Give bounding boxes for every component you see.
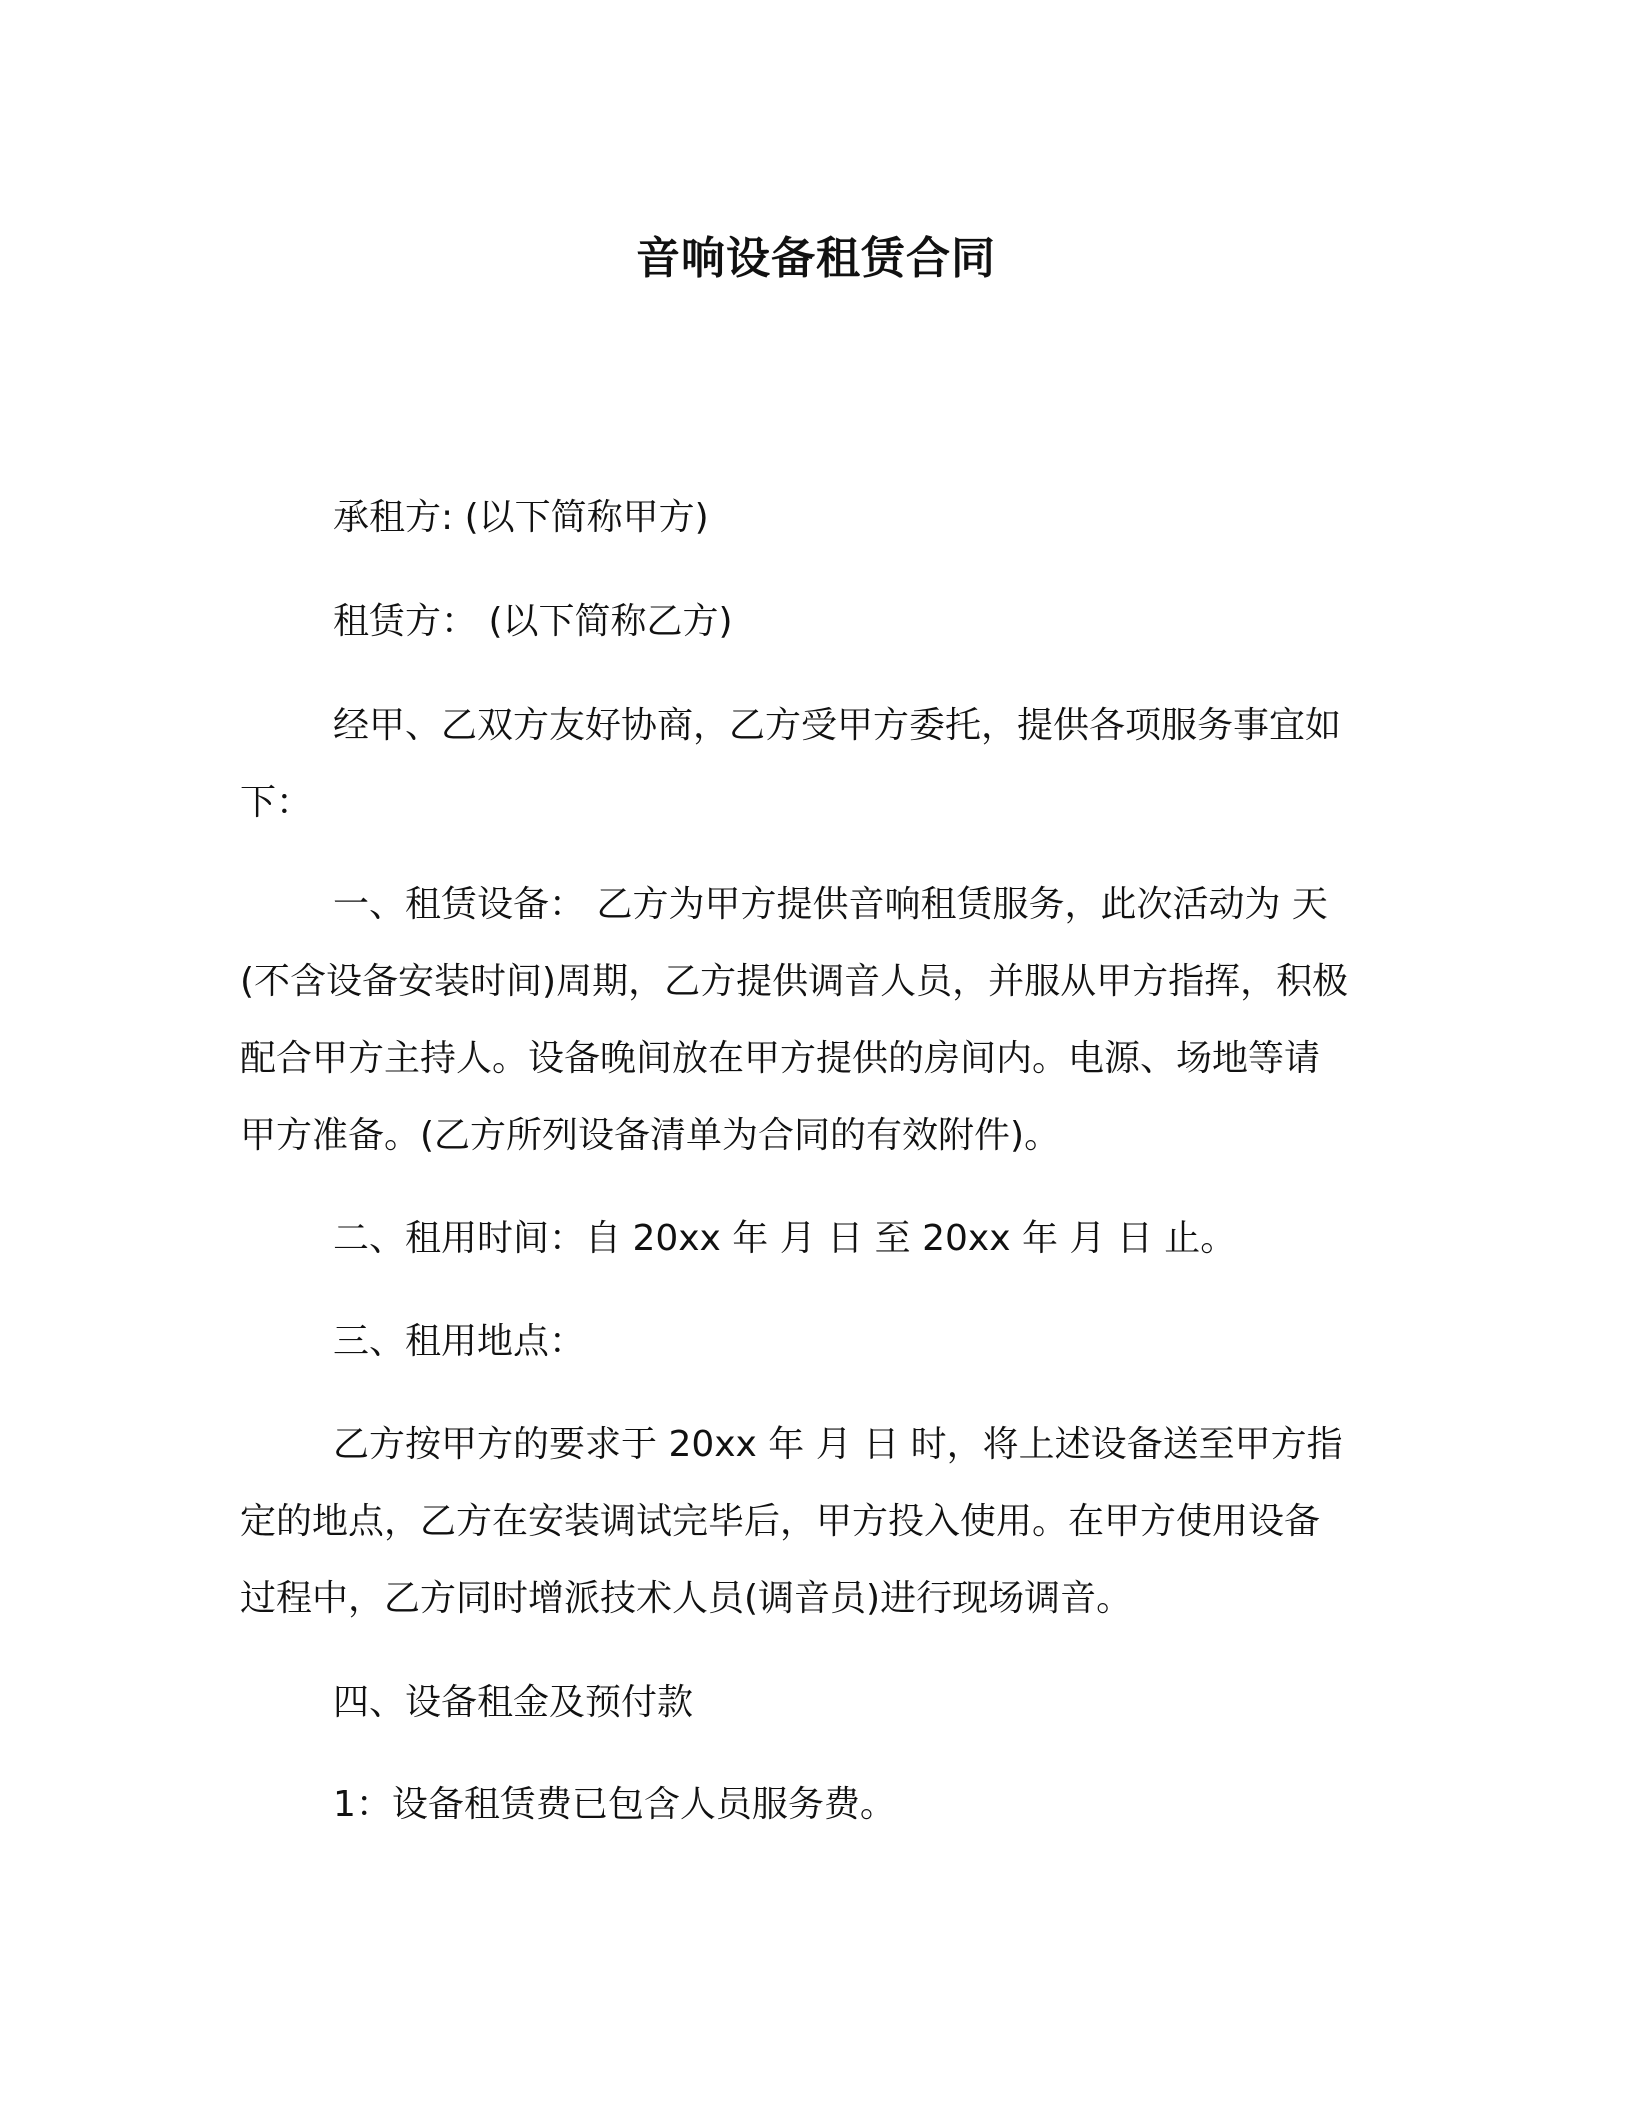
section4-item-1: 1：设备租赁费已包含人员服务费。: [333, 1784, 896, 1825]
intro-line-2: 下：: [240, 782, 313, 823]
section1-line-2: (不含设备安装时间)周期，乙方提供调音人员，并服从甲方指挥，积极: [240, 961, 1349, 1002]
document-title: 音响设备租赁合同: [636, 233, 996, 284]
section1-line-3: 配合甲方主持人。设备晚间放在甲方提供的房间内。电源、场地等请: [240, 1038, 1321, 1079]
lessee-line: 承租方: (以下简称甲方): [333, 497, 709, 538]
section3-line-1: 乙方按甲方的要求于 20xx 年 月 日 时，将上述设备送至甲方指: [333, 1424, 1343, 1465]
section1-line-1: 一、租赁设备： 乙方为甲方提供音响租赁服务，此次活动为 天: [333, 884, 1328, 925]
lessor-line: 租赁方： (以下简称乙方): [333, 601, 733, 642]
section1-line-4: 甲方准备。(乙方所列设备清单为合同的有效附件)。: [240, 1115, 1061, 1156]
section3-line-2: 定的地点，乙方在安装调试完毕后，甲方投入使用。在甲方使用设备: [240, 1501, 1321, 1542]
section3-heading: 三、租用地点：: [333, 1321, 586, 1362]
section3-line-3: 过程中，乙方同时增派技术人员(调音员)进行现场调音。: [240, 1578, 1133, 1619]
section4-heading: 四、设备租金及预付款: [333, 1682, 694, 1723]
intro-line-1: 经甲、乙双方友好协商，乙方受甲方委托，提供各项服务事宜如: [333, 705, 1342, 746]
section2-line-1: 二、租用时间：自 20xx 年 月 日 至 20xx 年 月 日 止。: [333, 1218, 1237, 1259]
